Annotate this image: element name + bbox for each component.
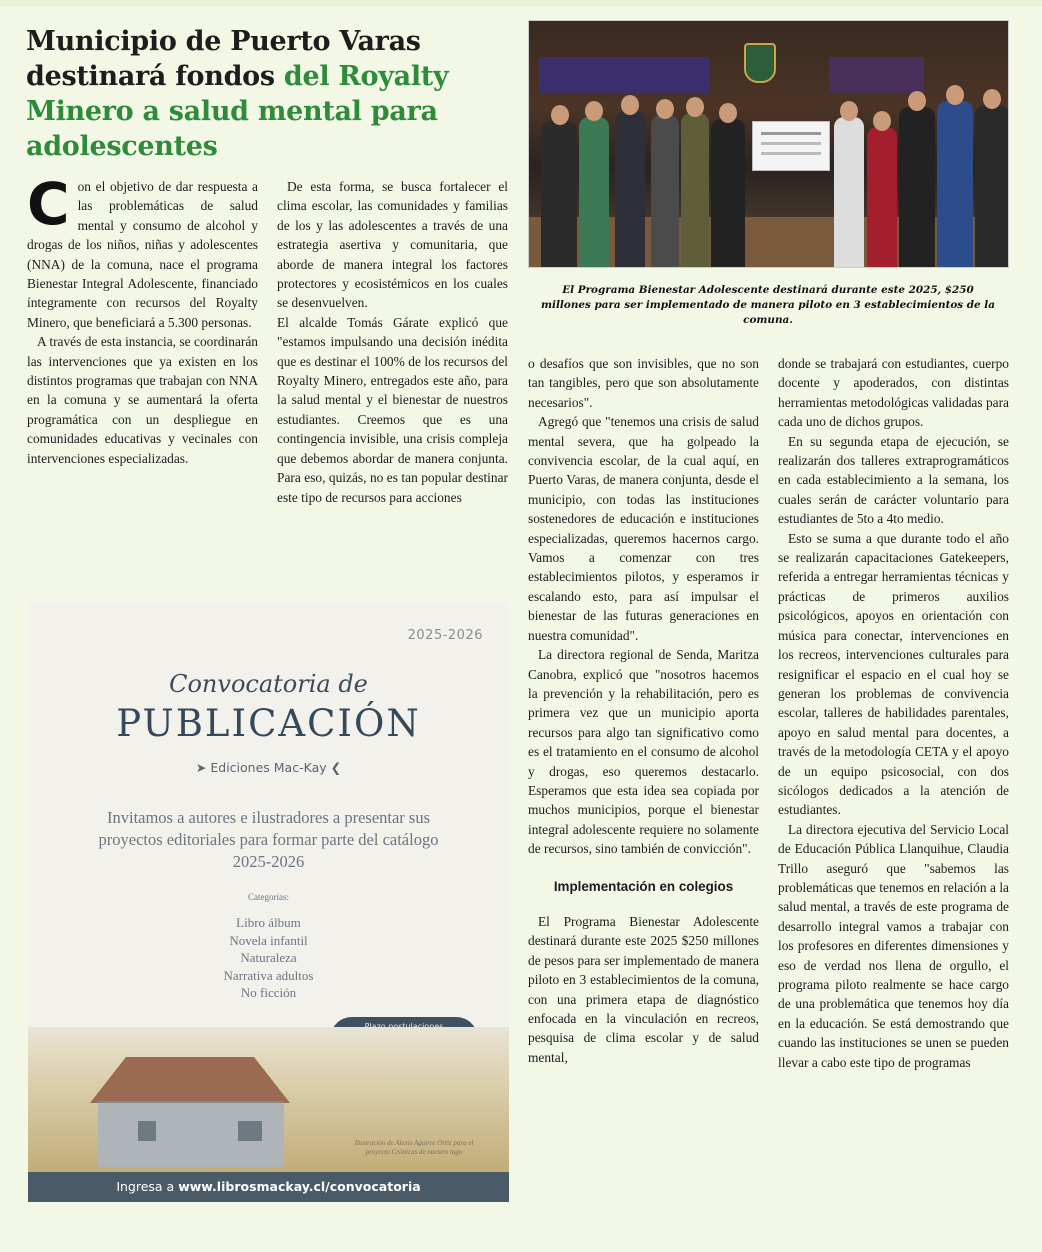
- photo-caption: El Programa Bienestar Adolescente destinará durante este 2025, $250 millones para ser implementado de manera piloto en 3 establecimientos de la comuna.: [541, 284, 995, 326]
- person-head: [983, 89, 1001, 109]
- person-head: [719, 103, 737, 123]
- article-headline: [26, 24, 506, 164]
- article-column-1: [27, 170, 258, 468]
- person-figure: [937, 101, 973, 268]
- ad-main-title: PUBLICACIÓN: [116, 702, 421, 745]
- article-paragraph: La directora regional de Senda, Maritza Canobra, explicó que "nosotros hacemos la prevención y la rehabilitación, pero es primera vez que un municipio aporta recursos para algo tan significativo como es el tratamiento en el consumo de alcohol y drogas, eso queremos destacarlo. Esperamos que esta idea sea copiada por muchos municipios, porque el bienestar integral adolescente requiere no solamente de recursos, sino también de convicción".: [528, 647, 759, 857]
- article-paragraph: El Programa Bienestar Adolescente destinará durante este 2025 $250 millones de pesos para ser implementado de manera piloto en 3 establecimientos de la comuna, con una primera etapa de diagnóstico enfocada en la vinculación en recreos, pesquisa de clima escolar y de salud mental,: [528, 913, 759, 1065]
- ad-category-item: Libro álbum: [236, 915, 301, 930]
- person-figure: [651, 115, 679, 268]
- section-subheading: Implementación en colegios: [553, 878, 734, 894]
- ad-footer-link[interactable]: [28, 1172, 509, 1202]
- ad-category-item: Novela infantil: [229, 932, 308, 948]
- headline-green-part: del Royalty Minero a salud mental para adolescentes: [26, 61, 449, 162]
- person-figure: [541, 121, 577, 268]
- barn-illustration: [98, 1101, 284, 1167]
- publication-call-ad[interactable]: [28, 602, 509, 1202]
- ad-illustration-credit: Ilustración de Alexis Aguirre Ortiz para el proyecto Crónicas de nuestro lago: [354, 1139, 474, 1156]
- article-paragraph: En su segunda etapa de ejecución, se realizarán dos talleres extraprogramáticos en cada establecimiento a la semana, los cuales serán de carácter voluntario para estudiantes de 5to a 4to medio.: [778, 433, 1009, 527]
- person-figure: [681, 113, 709, 268]
- person-head: [840, 101, 858, 121]
- person-figure: [711, 119, 745, 268]
- photo-banner-left: [539, 57, 709, 93]
- ad-footer-url[interactable]: www.librosmackay.cl/convocatoria: [178, 1179, 421, 1194]
- article-paragraph: El alcalde Tomás Gárate explicó que "estamos impulsando una decisión inédita que es destinar el 100% de los recursos del Royalty Minero, entregados este año, para la salud mental y el bienestar de nuestros estudiantes. Creemos que es una contingencia invisible, una crisis compleja que debemos abordar de manera conjunta. Para eso, quizás, no es tan popular destinar este tipo de recursos para acciones: [277, 314, 508, 505]
- person-head: [656, 99, 674, 119]
- article-paragraph: De esta forma, se busca fortalecer el clima escolar, las comunidades y familias de los y las adolescentes a través de una estrategia asertiva y comunitaria, que aborde de manera integral los factores protectores y ecosistémicos en los cuales se desenvuelven.: [277, 179, 508, 311]
- ad-categories-list: [28, 914, 509, 1002]
- municipal-crest-icon: [744, 43, 776, 83]
- article-paragraph: A través de esta instancia, se coordinarán las intervenciones que ya existen en los distintos programas que trabajan con NNA en la comuna y se aumentará la oferta programática con un despliegue en comunidades educativas y vecinales con intervenciones especializadas.: [27, 334, 258, 466]
- article-paragraph: La directora ejecutiva del Servicio Local de Educación Pública Llanquihue, Claudia Trillo aseguró que "sabemos las problemáticas que tenemos en relación a la salud mental, a través de este programa de desarrollo integral vamos a trabajar con los profesores en diferentes dimensiones y eso de verdad nos llena de orgullo, el programa piloto realmente se hace cargo de una problemática que tenemos hoy día en la educación. Se está demostrando que cuando las instituciones se unen se pueden llevar a cabo este tipo de programas: [778, 821, 1009, 1070]
- photo-banner-right: [829, 57, 924, 93]
- ad-categories-title: Categorías:: [248, 892, 289, 902]
- ad-invitation-text: Invitamos a autores e ilustradores a presentar sus proyectos editoriales para formar parte del catálogo 2025-2026: [98, 808, 439, 871]
- ad-footer-prefix: Ingresa a: [116, 1179, 179, 1194]
- person-figure: [975, 105, 1009, 268]
- person-figure: [834, 117, 864, 268]
- person-head: [908, 91, 926, 111]
- event-photo: [528, 20, 1009, 268]
- person-head: [585, 101, 603, 121]
- person-head: [946, 85, 964, 105]
- article-column-3: [528, 354, 759, 1067]
- person-head: [873, 111, 891, 131]
- ad-category-item: No ficción: [240, 985, 297, 1000]
- barn-window: [238, 1121, 262, 1141]
- article-paragraph: o desafíos que son invisibles, que no son tan tangibles, pero que son absolutamente necesarios".: [528, 356, 759, 410]
- person-head: [686, 97, 704, 117]
- person-figure: [615, 111, 645, 268]
- person-figure: [899, 107, 935, 268]
- article-paragraph: Agregó que "tenemos una crisis de salud mental severa, que ha golpeado la convivencia escolar, de la cual aquí, en Puerto Varas, de manera conjunta, desde el municipio, con todas las instituciones sostenedores de educación e instituciones especializadas, queremos hacernos cargo. Vamos a comenzar con tres establecimientos pilotos, y esperamos ir escalando esto, para así impulsar el bienestar de las futuras generaciones en nuestra comunidad".: [528, 414, 759, 643]
- article-column-4: [778, 354, 1009, 1072]
- article-paragraph: Con el objetivo de dar respuesta a las problemáticas de salud mental y consumo de alcohol y drogas de los niños, niñas y adolescentes (NNA) de la comuna, nace el programa Bienestar Integral Adolescente, financiado íntegramente con recursos del Royalty Minero, que beneficiará a 5.300 personas.: [27, 170, 258, 330]
- barn-roof-illustration: [90, 1057, 290, 1103]
- ceremonial-check: [752, 121, 830, 171]
- person-head: [621, 95, 639, 115]
- barn-window: [138, 1121, 156, 1141]
- person-figure: [867, 127, 897, 268]
- article-paragraph: Esto se suma a que durante todo el año se realizarán capacitaciones Gatekeepers, referida a entregar herramientas técnicas y prácticas de primeros auxilios psicológicos, apoyos en orientación con música para conectar, intervenciones en los recreos, intervenciones culturales para resignificar el espacio en el cual hoy se generan los problemas de convivencia escolar, talleres de habilidades parentales, apoyo en salud mental para docentes, a través de la metodología CETA y el apoyo de un equipo psicosocial, con dos sicólogos dedicados a la atención de estudiantes.: [778, 530, 1009, 818]
- drop-cap: C: [27, 170, 70, 238]
- ad-script-title: Convocatoria de: [169, 670, 368, 698]
- headline-dark-part: Municipio de Puerto Varas destinará fondos: [26, 26, 421, 92]
- ad-category-item: Narrativa adultos: [223, 967, 314, 983]
- person-figure: [579, 117, 609, 268]
- ad-category-item: Naturaleza: [240, 950, 297, 965]
- person-head: [551, 105, 569, 125]
- page-top-border: [0, 0, 1042, 6]
- article-paragraph: donde se trabajará con estudiantes, cuerpo docente y apoderados, con distintas herramientas metodológicas validadas para cada uno de dichos grupos.: [778, 356, 1009, 430]
- article-column-2: [277, 177, 508, 507]
- ad-publisher: ➤ Ediciones Mac-Kay ❮: [195, 760, 342, 775]
- ad-year: 2025-2026: [407, 628, 483, 643]
- ad-illustration: [28, 1027, 509, 1172]
